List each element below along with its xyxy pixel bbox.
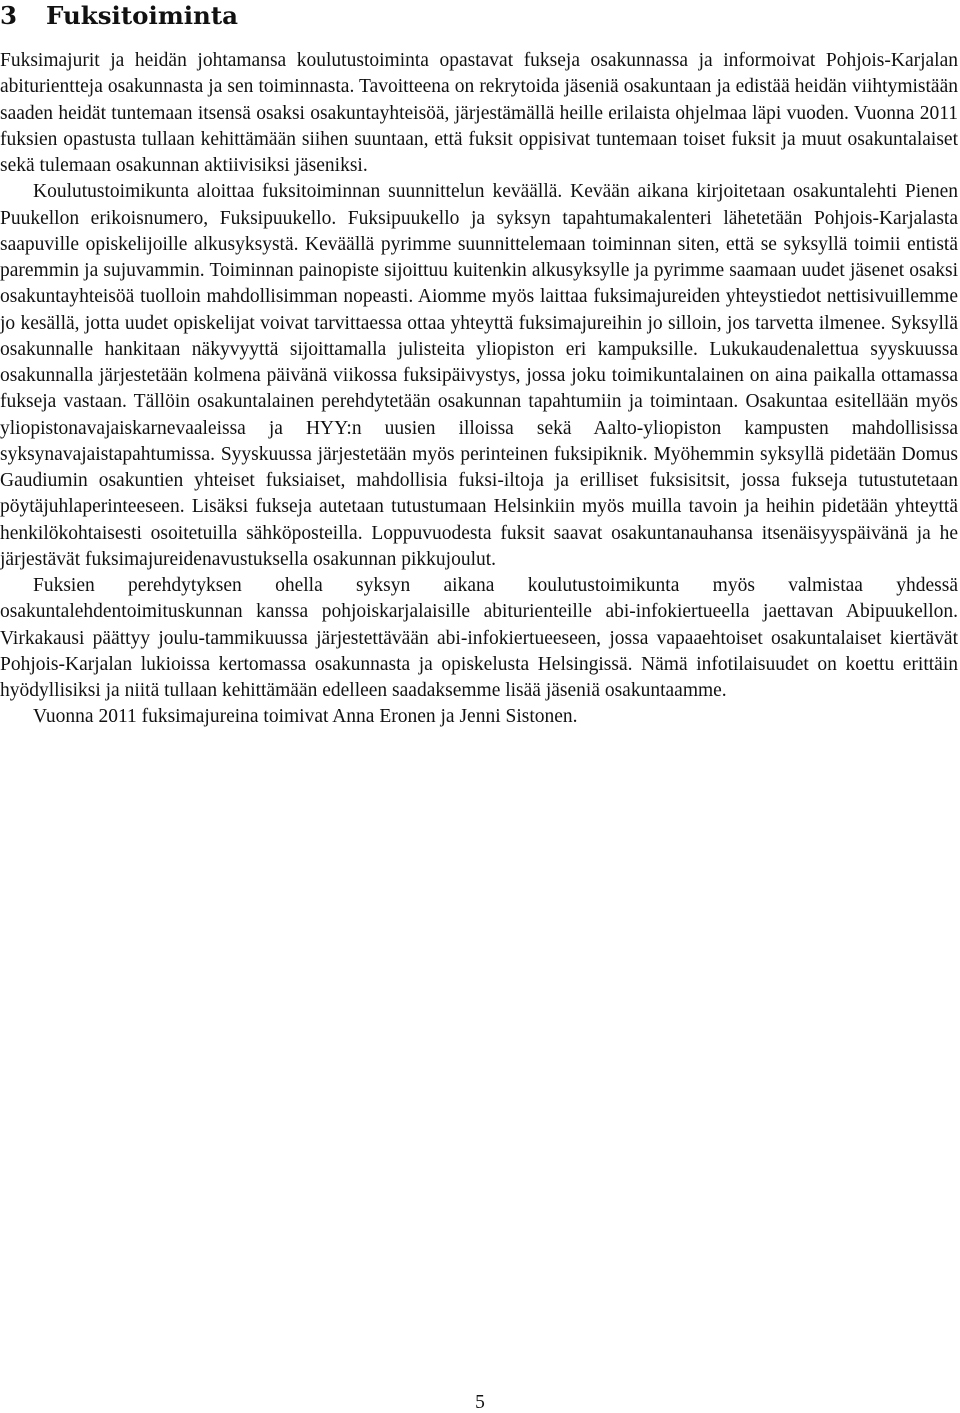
paragraph-activities: Koulutustoimikunta aloittaa fuksitoiminnan suunnittelun keväällä. Kevään aikana kirjoitetaan osakuntalehti Pienen Puukellon erikoisnumero, Fuksipuukello. Fuksipuukello ja syksyn tapahtumakalenteri lähetetään Pohjois-Karjalasta saapuville opiskelijoille alkusyksystä. Keväällä pyrimme suunnittelemaan toiminnan siten, että se syksyllä toimii entistä paremmin ja sujuvammin. Toiminnan painopiste sijoittuu kuitenkin alkusyksylle ja pyrimme saamaan uudet jäsenet osaksi osakuntayhteisöä tuolloin mahdollisimman nopeasti. Aiomme myös laittaa fuksimajureiden yhteystiedot nettisivuillemme jo kesällä, jotta uudet opiskelijat voivat tarvittaessa ottaa yhteyttä fuksimajureihin jo silloin, jos tarvetta ilmenee. Syksyllä osakunnalle hankitaan näkyvyyttä sijoittamalla julisteita yliopiston eri kampuksille. Lukukaudenalettua syyskuussa osakunnalla järjestetään kolmena päivänä viikossa fuksipäivystys, jossa joku toimikuntalainen on aina paikalla ottamassa fukseja vastaan. Tällöin osakuntalainen perehdytetään osakunnan tapahtumiin ja toimintaan. Osakuntaa esitellään myös yliopistonavajaiskarnevaaleissa ja HYY:n uusien illoissa sekä Aalto-yliopiston kampusten mahdollisissa syksynavajaistapahtumissa. Syyskuussa järjestetään myös perinteinen fuksipiknik. Myöhemmin syksyllä pidetään Domus Gaudiumin osakuntien yhteiset fuksiaiset, mahdollisia fuksi-iltoja ja erilliset fuksisitsit, jossa fukseja tutustutetaan pöytäjuhlaperinteeseen. Lisäksi fukseja autetaan tutustumaan Helsinkiin myös muilla tavoin ja heihin pidetään yhteyttä henkilökohtaisesti osoitetuilla sähköposteilla. Loppuvuodesta fuksit saavat osakuntanauhansa itsenäisyyspäivänä ja he järjestävät fuksimajureidenavustuksella osakunnan pikkujoulut.: [0, 181, 958, 570]
section-heading: [0, 0, 238, 32]
paragraph-majors: Vuonna 2011 fuksimajureina toimivat Anna Eronen ja Jenni Sistonen.: [33, 706, 578, 728]
section-title: Fuksitoiminta: [46, 1, 239, 30]
paragraph-abipuukello: Fuksien perehdytyksen ohella syksyn aikana koulutustoimikunta myös valmistaa yhdessä osakuntalehdentoimituskunnan kanssa pohjoiskarjalaisille abiturienteille abi-infokiertueella jaettavan Abipuukellon. Virkakausi päättyy joulu-tammikuussa järjestettävään abi-infokiertueeseen, jossa vapaaehtoiset osakuntalaiset kiertävät Pohjois-Karjalan lukioissa kertomassa osakunnasta ja opiskelusta Helsingissä. Nämä infotilaisuudet on koettu erittäin hyödyllisiksi ja niitä tullaan kehittämään edelleen saadaksemme lisää jäseniä osakuntaamme.: [0, 575, 958, 701]
section-body: [0, 48, 958, 731]
section-number: 3: [0, 1, 18, 30]
page-number: 5: [475, 1392, 485, 1413]
paragraph-intro: Fuksimajurit ja heidän johtamansa koulutustoiminta opastavat fukseja osakunnassa ja informoivat Pohjois-Karjalan abiturientteja osakunnasta ja sen toiminnasta. Tavoitteena on rekrytoida jäseniä osakuntaan ja edistää heidän viihtymistään saaden heidät tuntemaan itsensä osaksi osakuntayhteisöä, järjestämällä heille erilaista ohjelmaa läpi vuoden. Vuonna 2011 fuksien opastusta tullaan kehittämään siihen suuntaan, että fuksit oppisivat tuntemaan toiset fuksit ja muut osakuntalaiset sekä tulemaan osakunnan aktiivisiksi jäseniksi.: [0, 50, 958, 176]
